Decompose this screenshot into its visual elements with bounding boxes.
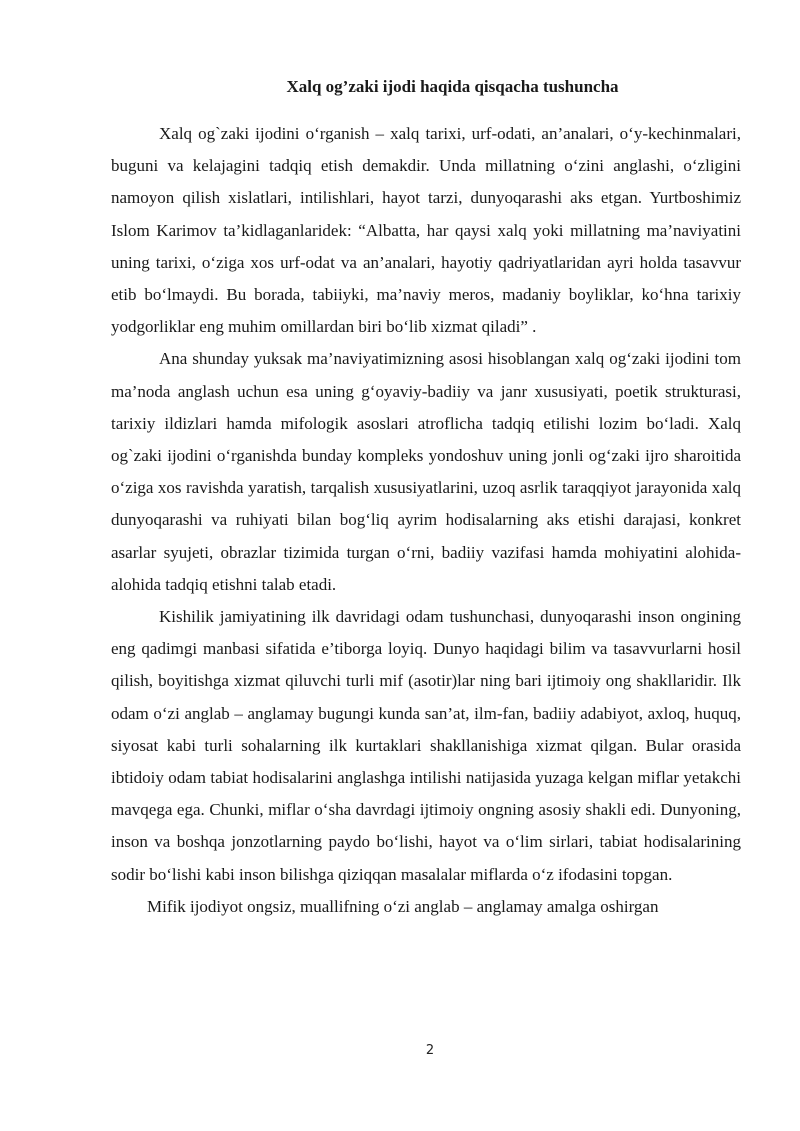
document-title: Xalq og’zaki ijodi haqida qisqacha tushuncha: [286, 77, 619, 96]
paragraph-3: Kishilik jamiyatining ilk davridagi odam tushunchasi, dunyoqarashi inson ongining eng qadimgi manbasi sifatida e’tiborga loyiq. Dunyo haqidagi bilim va tasavvurlarni hosil qilish, boyitishga xizmat qiluvchi turli mif (asotir)lar ning bari ijtimoiy ong shakllaridir. Ilk odam o‘zi anglab – anglamay bugungi kunda san’at, ilm-fan, badiiy adabiyot, axloq, huquq, siyosat kabi turli sohalarning ilk kurtaklari shakllanishiga xizmat qilgan. Bular orasida ibtidoiy odam tabiat hodisalarini anglashga intilishi natijasida yuzaga kelgan miflar yetakchi mavqega ega. Chunki, miflar o‘sha davrdagi ijtimoiy ongning asosiy shakli edi. Dunyoning, inson va boshqa jonzotlarning paydo bo‘lishi, hayot va o‘lim sirlari, tabiat hodisalarining sodir bo‘lishi kabi inson bilishga qiziqqan masalalar miflarda o‘z ifodasini topgan.: [111, 607, 741, 884]
page-number: 2: [425, 1043, 435, 1058]
paragraph-4: Mifik ijodiyot ongsiz, muallifning o‘zi anglab – anglamay amalga oshirgan: [147, 896, 659, 916]
document-body: [111, 118, 741, 923]
paragraph-2: Ana shunday yuksak ma’naviyatimizning asosi hisoblangan xalq og‘zaki ijodini tom ma’noda anglash uchun esa uning g‘oyaviy-badiiy va janr xususiyati, poetik strukturasi, tarixiy ildizlari hamda mifologik asoslari atroflicha tadqiq etilishi lozim bo‘ladi. Xalq og`zaki ijodini o‘rganishda bunday kompleks yondoshuv uning jonli og‘zaki ijro sharoitida o‘ziga xos ravishda yaratish, tarqalish xususiyatlarini, uzoq asrlik taraqqiyot jarayonida xalq dunyoqarashi va ruhiyati bilan bog‘liq ayrim hodisalarning aks etishi darajasi, konkret asarlar syujeti, obrazlar tizimida turgan o‘rni, badiiy vazifasi hamda mohiyatini alohida- alohida tadqiq etishni talab etadi.: [111, 349, 741, 594]
paragraph-1: Xalq og`zaki ijodini o‘rganish – xalq tarixi, urf-odati, an’analari, o‘y-kechinmalari, buguni va kelajagini tadqiq etish demakdir. Unda millatning o‘zini anglashi, o‘zligini namoyon qilish xislatlari, intilishlari, hayot tarzi, dunyoqarashi aks etgan. Yurtboshimiz Islom Karimov ta’kidlaganlaridek: “Albatta, har qaysi xalq yoki millatning ma’naviyatini uning tarixi, o‘ziga xos urf-odat va an’analari, hayotiy qadriyatlaridan ayri holda tasavvur etib bo‘lmaydi. Bu borada, tabiiyki, ma’naviy meros, madaniy boyliklar, ko‘hna tarixiy yodgorliklar eng muhim omillardan biri bo‘lib xizmat qiladi” .: [111, 124, 741, 337]
